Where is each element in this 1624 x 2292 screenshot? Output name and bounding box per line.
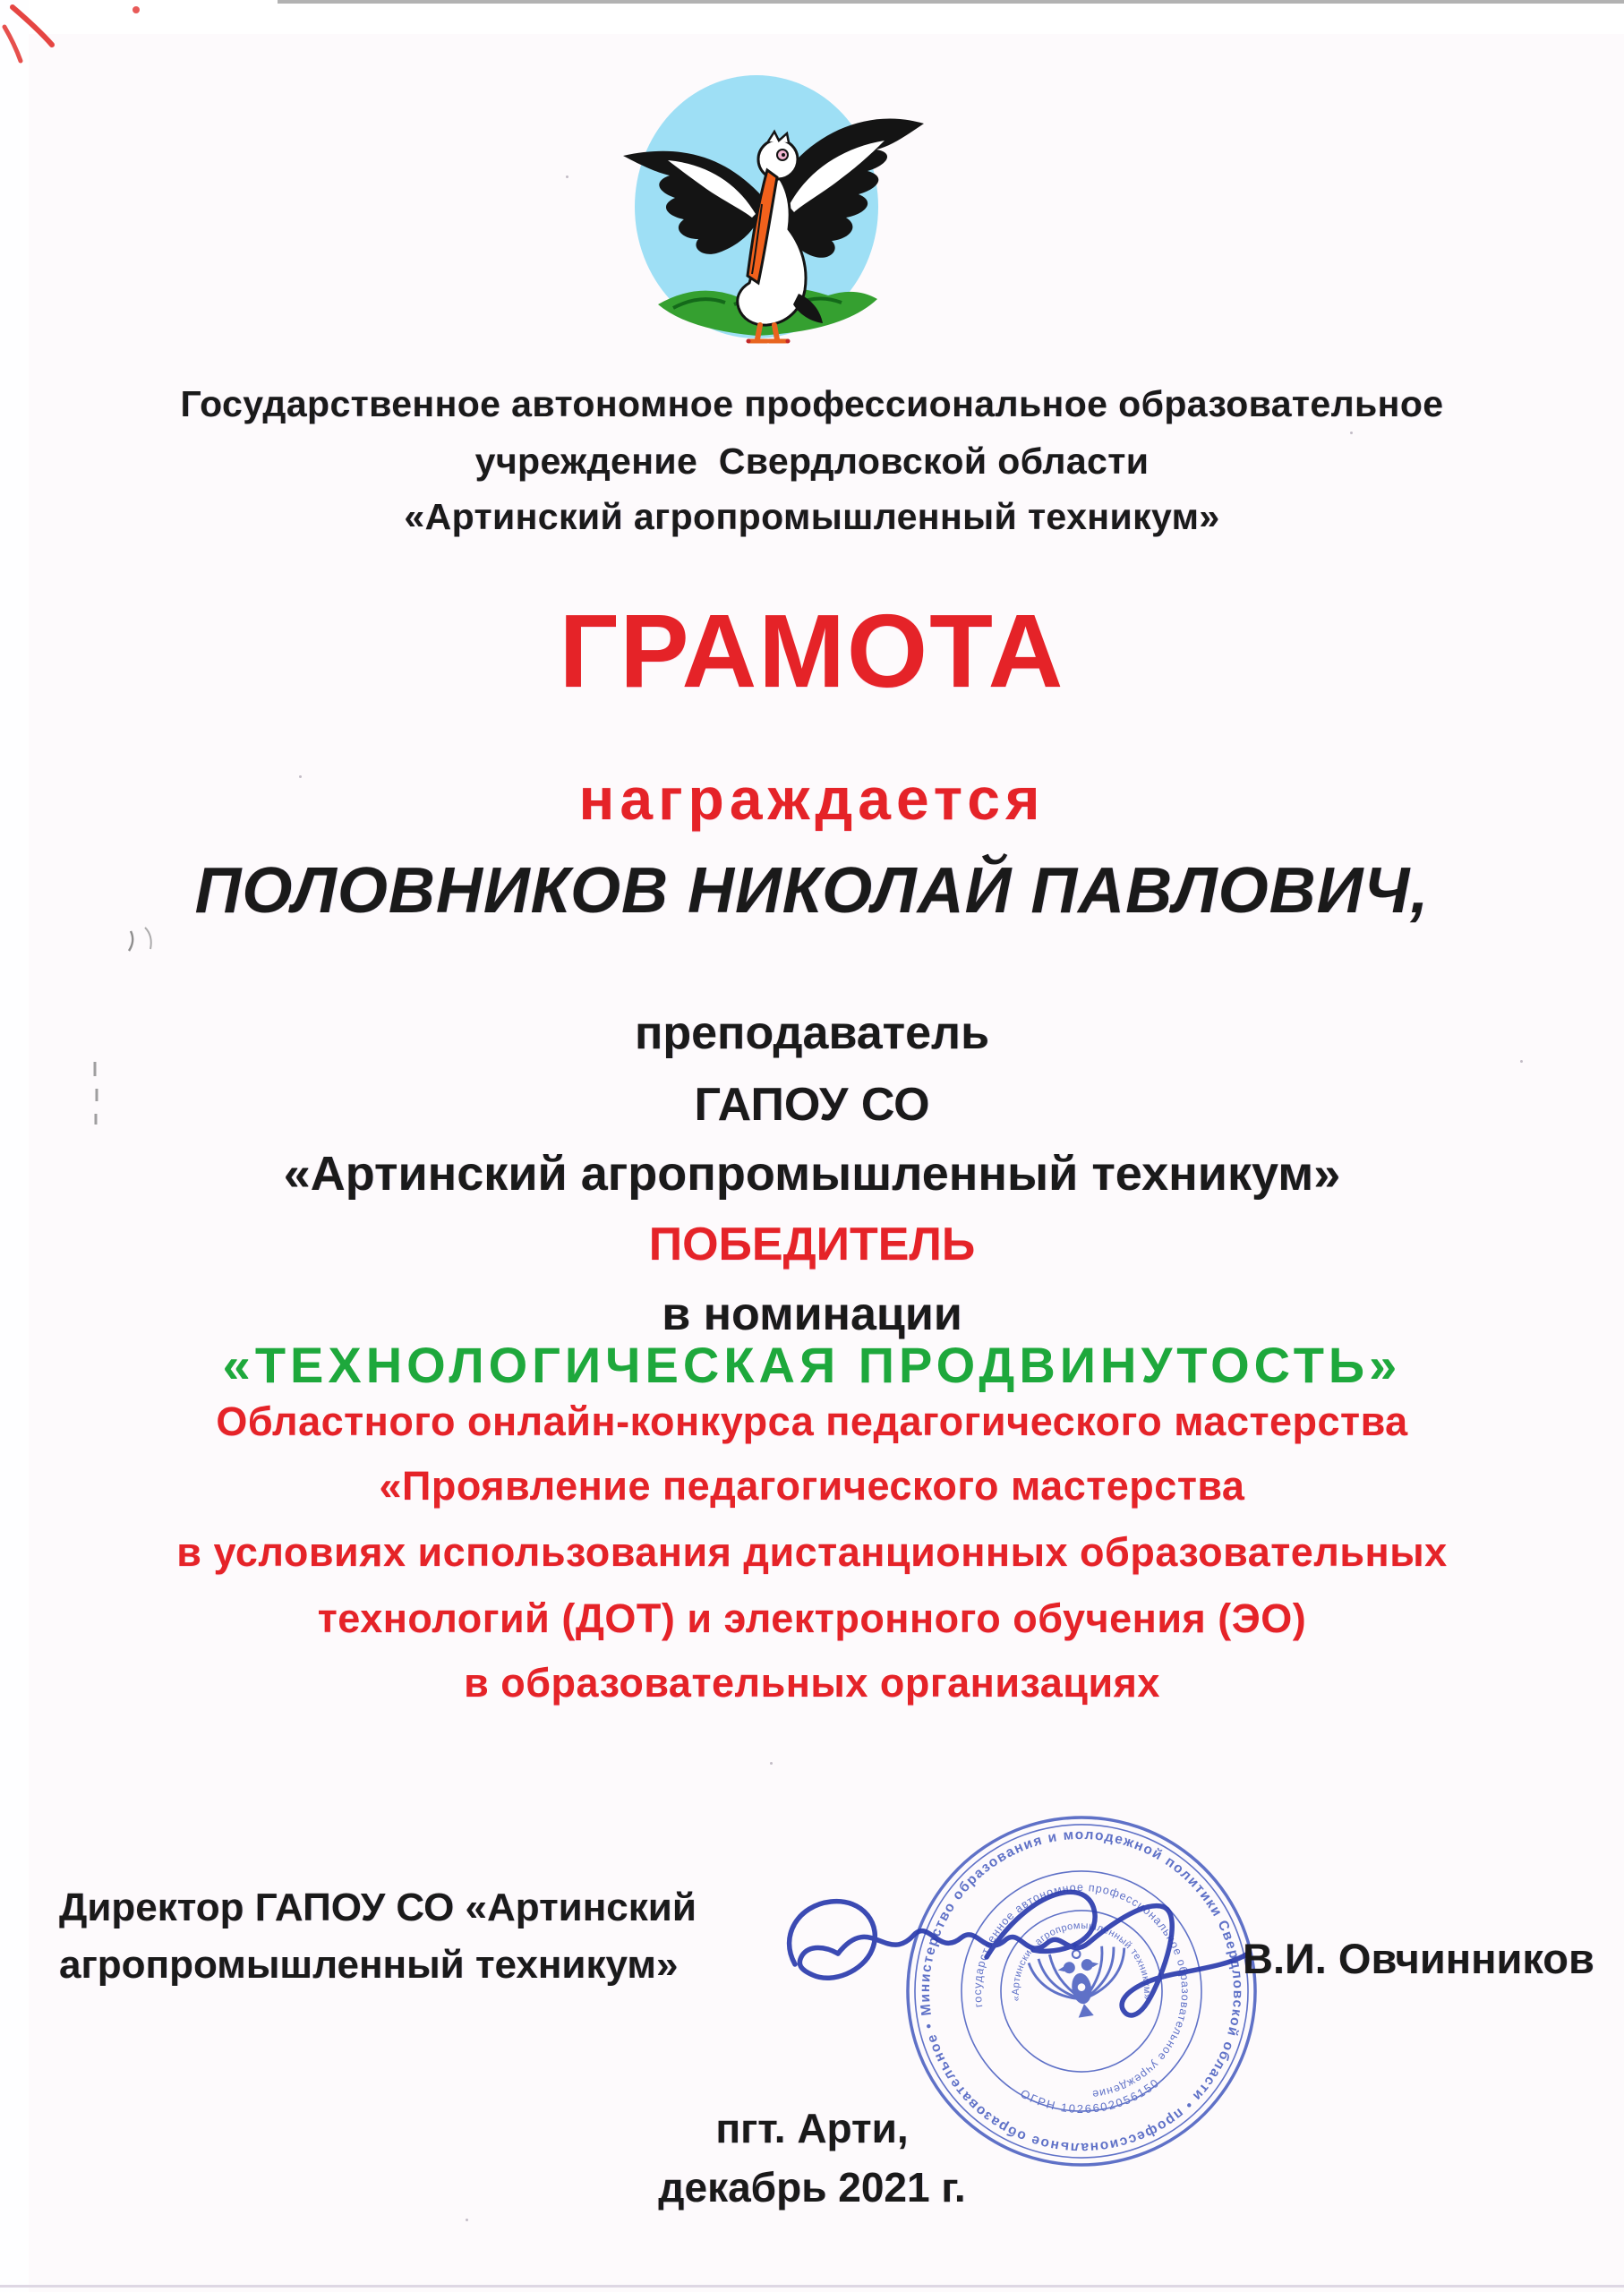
contest-line3: в условиях использования дистанционных образовательных <box>176 1529 1448 1575</box>
footer-place: пгт. Арти, <box>715 2105 909 2151</box>
award-result: ПОБЕДИТЕЛЬ <box>648 1219 976 1270</box>
scan-edge-top <box>0 0 1624 34</box>
org-header-line3: «Артинский агропромышленный техникум» <box>404 496 1220 537</box>
org-header-line1: Государственное автономное профессиональное образовательное <box>180 383 1444 424</box>
director-title-line1: Директор ГАПОУ СО «Артинский <box>59 1886 697 1929</box>
dust-speck <box>566 175 568 178</box>
pelican-logo <box>573 70 940 347</box>
contest-line4: технологий (ДОТ) и электронного обучения (ЭО) <box>317 1595 1307 1641</box>
recipient-position: преподаватель <box>634 1007 990 1059</box>
dust-speck <box>1520 1060 1523 1063</box>
stamp-inner-text: «Артинский агропромышленный техникум» <box>1010 1920 1153 2003</box>
stamp-middle-text: государственное автономное профессиональное образовательное учреждение <box>970 1880 1192 2101</box>
nomination-intro: в номинации <box>662 1288 962 1340</box>
red-pen-corner-marks <box>0 0 197 116</box>
award-label: награждается <box>578 765 1046 832</box>
footer-date: декабрь 2021 г. <box>658 2164 966 2211</box>
dust-speck <box>466 2219 468 2221</box>
contest-line2: «Проявление педагогического мастерства <box>379 1463 1245 1509</box>
pelican-head <box>758 140 798 179</box>
org-header-line2: учреждение Свердловской области <box>474 440 1150 482</box>
contest-line5: в образовательных организациях <box>464 1660 1160 1706</box>
signer-name: В.И. Овчинников <box>1243 1935 1594 1982</box>
pen-smudge-mark <box>124 924 159 965</box>
contest-line1: Областного онлайн-конкурса педагогического мастерства <box>216 1398 1408 1444</box>
certificate-title: ГРАМОТА <box>559 593 1065 709</box>
director-title-line2: агропромышленный техникум» <box>59 1943 679 1987</box>
dust-speck <box>1350 432 1353 434</box>
org-short-name: ГАПОУ СО <box>694 1079 930 1131</box>
org-full-name: «Артинский агропромышленный техникум» <box>283 1147 1341 1201</box>
scan-edge-shadow <box>278 0 1624 4</box>
nomination-title: «ТЕХНОЛОГИЧЕСКАЯ ПРОДВИНУТОСТЬ» <box>222 1337 1402 1393</box>
recipient-name: ПОЛОВНИКОВ НИКОЛАЙ ПАВЛОВИЧ, <box>194 855 1430 927</box>
dust-speck <box>770 1762 773 1765</box>
stamp-ogrn-number: ОГРН 1026602056150 <box>1018 2074 1163 2117</box>
stamp-outer-text: Министерство образования и молодежной политики Свердловской области • профессиональное образовательное • <box>917 1826 1246 2156</box>
director-signature <box>763 1850 1282 2056</box>
scan-edge-bottom <box>0 2285 1624 2288</box>
